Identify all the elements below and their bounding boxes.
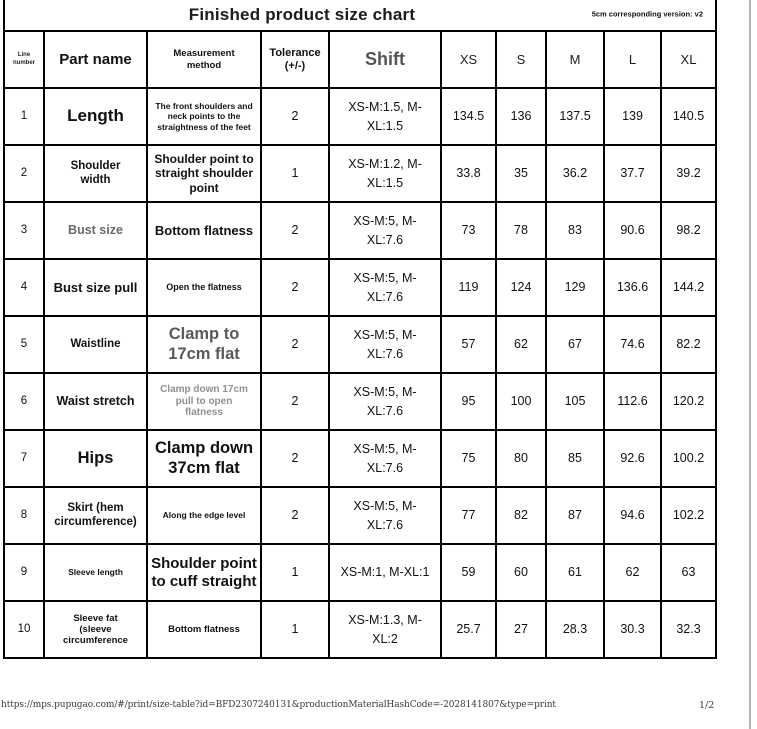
cell-size-value: 37.7	[605, 146, 662, 203]
cell-shift: XS-M:5, M-XL:7.6	[330, 488, 442, 545]
cell-size-value: 120.2	[662, 374, 717, 431]
cell-tolerance: 2	[262, 317, 330, 374]
cell-size-value: 80	[497, 431, 547, 488]
cell-size-value: 73	[442, 203, 497, 260]
cell-measurement-method: Along the edge level	[148, 488, 262, 545]
cell-size-value: 82	[497, 488, 547, 545]
header-size-m-label: M	[569, 51, 581, 67]
cell-size-value: 105	[547, 374, 605, 431]
cell-size-value: 78	[497, 203, 547, 260]
cell-size-value: 62	[605, 545, 662, 602]
cell-size-value: 25.7	[442, 602, 497, 659]
cell-shift: XS-M:5, M-XL:7.6	[330, 317, 442, 374]
header-tolerance-label: Tolerance (+/-)	[269, 46, 321, 72]
cell-part-name: Length	[45, 89, 148, 146]
cell-size-value: 137.5	[547, 89, 605, 146]
header-size-xl-label: XL	[680, 51, 697, 67]
cell-line-number: 5	[5, 317, 45, 374]
cell-measurement-method: Bottom flatness	[148, 602, 262, 659]
cell-tolerance: 2	[262, 89, 330, 146]
cell-size-value: 62	[497, 317, 547, 374]
cell-size-value: 144.2	[662, 260, 717, 317]
table-title-row	[5, 0, 717, 32]
header-size-l	[605, 32, 662, 89]
header-shift-label: Shift	[365, 48, 405, 69]
cell-size-value: 112.6	[605, 374, 662, 431]
cell-size-value: 100.2	[662, 431, 717, 488]
cell-size-value: 61	[547, 545, 605, 602]
cell-size-value: 77	[442, 488, 497, 545]
header-part-name-label: Part name	[59, 50, 132, 68]
cell-size-value: 67	[547, 317, 605, 374]
cell-part-name: Waistline	[45, 317, 148, 374]
header-size-s	[497, 32, 547, 89]
cell-size-value: 59	[442, 545, 497, 602]
cell-size-value: 119	[442, 260, 497, 317]
page-indicator: 1/2	[699, 700, 715, 711]
header-measurement-method	[148, 32, 262, 89]
cell-size-value: 57	[442, 317, 497, 374]
cell-size-value: 87	[547, 488, 605, 545]
header-part-name	[45, 32, 148, 89]
cell-line-number: 9	[5, 545, 45, 602]
cell-part-name: Shoulder width	[45, 146, 148, 203]
cell-size-value: 136.6	[605, 260, 662, 317]
header-line-number	[5, 32, 45, 89]
cell-size-value: 63	[662, 545, 717, 602]
version-note: 5cm corresponding version: v2	[591, 9, 703, 19]
cell-part-name: Sleeve length	[45, 545, 148, 602]
cell-size-value: 129	[547, 260, 605, 317]
cell-size-value: 82.2	[662, 317, 717, 374]
header-size-xl	[662, 32, 717, 89]
cell-part-name: Hips	[45, 431, 148, 488]
cell-tolerance: 2	[262, 374, 330, 431]
cell-size-value: 36.2	[547, 146, 605, 203]
cell-line-number: 1	[5, 89, 45, 146]
cell-tolerance: 1	[262, 602, 330, 659]
cell-measurement-method: Clamp down 37cm flat	[148, 431, 262, 488]
cell-size-value: 32.3	[662, 602, 717, 659]
header-shift	[330, 32, 442, 89]
cell-size-value: 28.3	[547, 602, 605, 659]
cell-line-number: 6	[5, 374, 45, 431]
cell-shift: XS-M:1.3, M-XL:2	[330, 602, 442, 659]
cell-size-value: 83	[547, 203, 605, 260]
cell-measurement-method: Shoulder point to cuff straight	[148, 545, 262, 602]
cell-tolerance: 2	[262, 488, 330, 545]
header-size-xs	[442, 32, 497, 89]
header-tolerance	[262, 32, 330, 89]
cell-tolerance: 1	[262, 146, 330, 203]
cell-size-value: 95	[442, 374, 497, 431]
cell-measurement-method: Shoulder point to straight shoulder point	[148, 146, 262, 203]
size-table	[3, 0, 717, 659]
cell-line-number: 4	[5, 260, 45, 317]
cell-shift: XS-M:5, M-XL:7.6	[330, 260, 442, 317]
cell-measurement-method: Clamp down 17cm pull to open flatness	[148, 374, 262, 431]
cell-part-name: Bust size pull	[45, 260, 148, 317]
cell-part-name: Sleeve fat (sleeve circumference	[45, 602, 148, 659]
cell-size-value: 98.2	[662, 203, 717, 260]
cell-tolerance: 2	[262, 260, 330, 317]
cell-measurement-method: Clamp to 17cm flat	[148, 317, 262, 374]
cell-size-value: 94.6	[605, 488, 662, 545]
cell-size-value: 100	[497, 374, 547, 431]
cell-line-number: 8	[5, 488, 45, 545]
cell-shift: XS-M:5, M-XL:7.6	[330, 431, 442, 488]
cell-size-value: 27	[497, 602, 547, 659]
cell-size-value: 60	[497, 545, 547, 602]
cell-shift: XS-M:5, M-XL:7.6	[330, 374, 442, 431]
cell-measurement-method: The front shoulders and neck points to the straightness of the feet	[148, 89, 262, 146]
cell-line-number: 2	[5, 146, 45, 203]
cell-size-value: 139	[605, 89, 662, 146]
header-line-number-label: Line number	[12, 51, 35, 66]
page-edge-line	[749, 0, 751, 729]
cell-part-name: Skirt (hem circumference)	[45, 488, 148, 545]
cell-measurement-method: Bottom flatness	[148, 203, 262, 260]
cell-shift: XS-M:1, M-XL:1	[330, 545, 442, 602]
cell-size-value: 90.6	[605, 203, 662, 260]
cell-tolerance: 2	[262, 203, 330, 260]
cell-line-number: 10	[5, 602, 45, 659]
header-size-l-label: L	[628, 51, 637, 67]
cell-size-value: 102.2	[662, 488, 717, 545]
cell-line-number: 7	[5, 431, 45, 488]
footer-url: https://mps.pupugao.com/#/print/size-table?id=BFD2307240131&productionMaterialHashCode=-2028141807&type=print	[1, 700, 556, 710]
cell-size-value: 124	[497, 260, 547, 317]
cell-tolerance: 1	[262, 545, 330, 602]
cell-size-value: 74.6	[605, 317, 662, 374]
cell-size-value: 136	[497, 89, 547, 146]
cell-size-value: 75	[442, 431, 497, 488]
page-title: Finished product size chart	[188, 4, 416, 24]
cell-shift: XS-M:1.5, M-XL:1.5	[330, 89, 442, 146]
cell-size-value: 33.8	[442, 146, 497, 203]
cell-part-name: Waist stretch	[45, 374, 148, 431]
cell-size-value: 30.3	[605, 602, 662, 659]
cell-line-number: 3	[5, 203, 45, 260]
cell-size-value: 140.5	[662, 89, 717, 146]
cell-size-value: 39.2	[662, 146, 717, 203]
cell-size-value: 35	[497, 146, 547, 203]
cell-shift: XS-M:5, M-XL:7.6	[330, 203, 442, 260]
header-size-m	[547, 32, 605, 89]
header-size-xs-label: XS	[459, 51, 478, 67]
cell-shift: XS-M:1.2, M-XL:1.5	[330, 146, 442, 203]
header-measurement-method-label: Measurement method	[173, 48, 235, 71]
cell-tolerance: 2	[262, 431, 330, 488]
cell-part-name: Bust size	[45, 203, 148, 260]
cell-size-value: 134.5	[442, 89, 497, 146]
cell-measurement-method: Open the flatness	[148, 260, 262, 317]
cell-size-value: 92.6	[605, 431, 662, 488]
cell-size-value: 85	[547, 431, 605, 488]
header-size-s-label: S	[516, 51, 526, 67]
